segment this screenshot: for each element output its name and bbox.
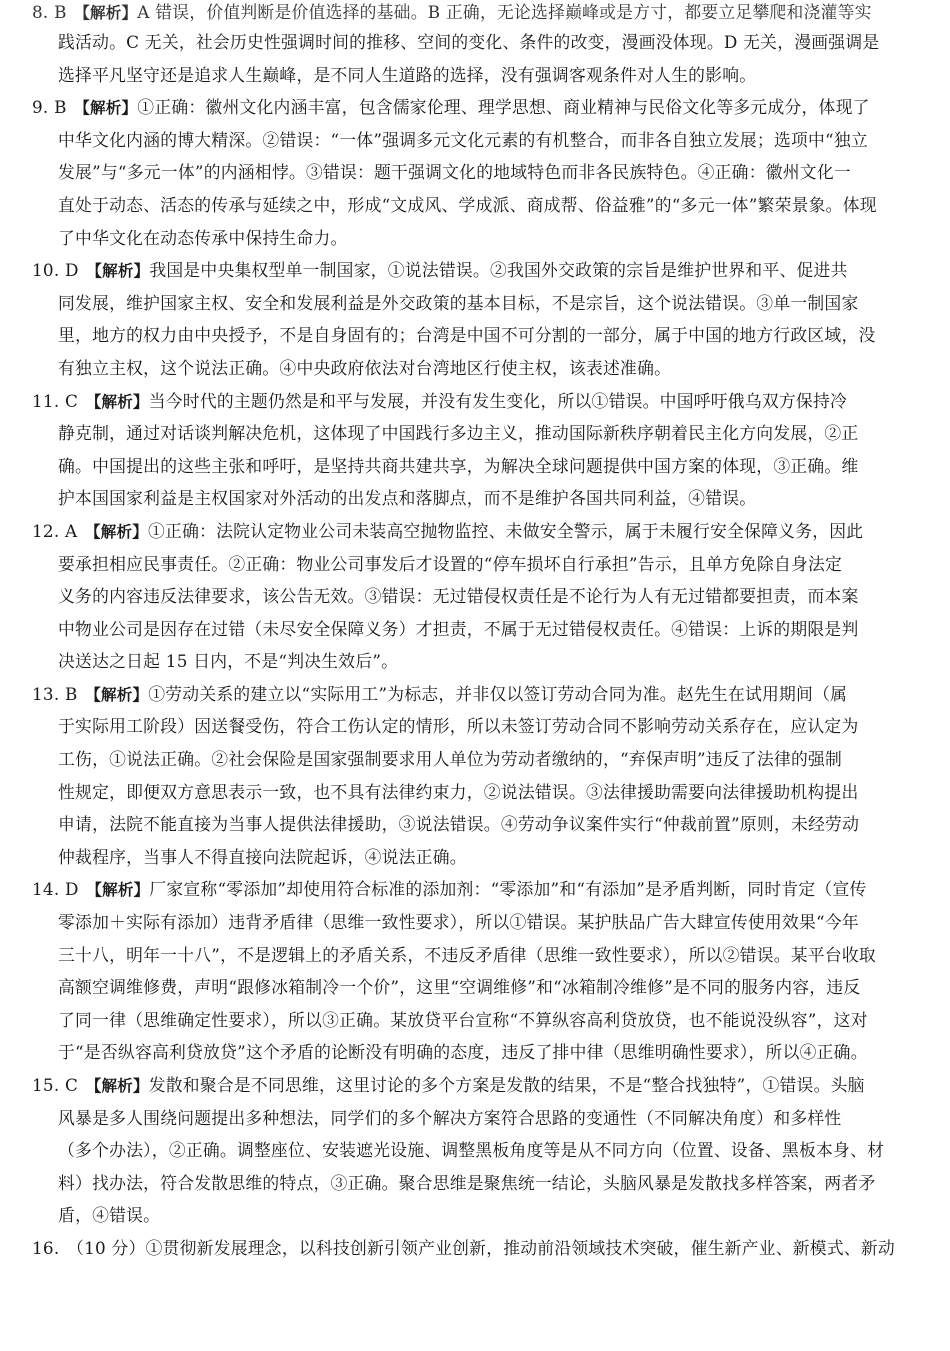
- analysis-tag: 【解析】: [86, 881, 150, 900]
- question-number: 10. D: [32, 260, 85, 281]
- line-text: 同发展，维护国家主权、安全和发展利益是外交政策的基本目标，不是宗旨，这个说法错误。③单一制国家: [58, 292, 859, 313]
- question-number: 11. C: [32, 390, 84, 411]
- text-line: [32, 1134, 912, 1167]
- text-line: [32, 939, 912, 972]
- text-line: [32, 971, 912, 1004]
- text-line: [32, 59, 912, 92]
- question-number: 16.: [32, 1237, 66, 1258]
- line-text: 里，地方的权力由中央授予，不是自身固有的；台湾是中国不可分割的一部分，属于中国的地方行政区域，没: [58, 325, 876, 346]
- line-text: ①劳动关系的建立以“实际用工”为标志，并非仅以签订劳动合同为准。赵先生在试用期间（属: [148, 683, 848, 704]
- line-text: 料）找办法，符合发散思维的特点，③正确。聚合思维是聚焦统一结论，头脑风暴是发散找多样答案，两者矛: [58, 1172, 876, 1193]
- answer-explanations: [32, 0, 912, 1265]
- text-line: [32, 189, 912, 222]
- question-number: 13. B: [32, 683, 84, 704]
- question-line: [32, 91, 912, 124]
- text-line: [32, 26, 912, 59]
- line-text: 盾，④错误。: [58, 1205, 161, 1226]
- line-text: 确。中国提出的这些主张和呼吁，是坚持共商共建共享，为解决全球问题提供中国方案的体现，③正确。维: [58, 455, 859, 476]
- text-line: [32, 222, 912, 255]
- line-text: 决送达之日起 15 日内，不是“判决生效后”。: [58, 651, 399, 672]
- line-text: 高额空调维修费，声明“跟修冰箱制冷一个价”，这里“空调维修”和“冰箱制冷维修”是不同的服务内容，违反: [58, 977, 861, 998]
- text-line: [32, 352, 912, 385]
- text-line: [32, 417, 912, 450]
- question-line: [32, 678, 912, 711]
- text-line: [32, 841, 912, 874]
- line-text: ①正确：法院认定物业公司未装高空抛物监控、未做安全警示，属于未履行安全保障义务，因此: [148, 520, 864, 541]
- line-text: 选择平凡坚守还是追求人生巅峰，是不同人生道路的选择，没有强调客观条件对人生的影响。: [58, 64, 757, 85]
- text-line: [32, 1036, 912, 1069]
- text-line: [32, 906, 912, 939]
- text-line: [32, 710, 912, 743]
- line-text: 发散和聚合是不同思维，这里讨论的多个方案是发散的结果，不是“整合找独特”，①错误。头脑: [148, 1075, 865, 1095]
- text-line: [32, 450, 912, 483]
- line-text: 有独立主权，这个说法正确。④中央政府依法对台湾地区行使主权，该表述准确。: [58, 357, 672, 378]
- analysis-tag: 【解析】: [86, 262, 150, 281]
- line-text: 发展”与“多元一体”的内涵相悖。③错误：题干强调文化的地域特色而非各民族特色。④正确：徽州文化一: [58, 162, 851, 183]
- line-text: 三十八，明年一十八”，不是逻辑上的矛盾关系，不违反矛盾律（思维一致性要求），所以②错误。某平台收取: [58, 944, 876, 965]
- analysis-tag: 【解析】: [85, 685, 149, 704]
- question-line: [32, 385, 912, 418]
- question-number: 14. D: [32, 879, 85, 900]
- line-text: 直处于动态、活态的传承与延续之中，形成“文成风、学成派、商成帮、俗益雅”的“多元一体”繁荣景象。体现: [58, 194, 877, 215]
- line-text: 工伤，①说法正确。②社会保险是国家强制要求用人单位为劳动者缴纳的，“弃保声明”违反了法律的强制: [58, 749, 843, 770]
- question-line: [32, 873, 912, 906]
- line-text: 性规定，即便双方意思表示一致，也不具有法律约束力，②说法错误。③法律援助需要向法律援助机构提出: [58, 781, 859, 802]
- line-text: （多个办法），②正确。调整座位、安装遮光设施、调整黑板角度等是从不同方向（位置、设备、黑板本身、材: [58, 1140, 885, 1161]
- question-line: [32, 1069, 912, 1102]
- line-text: 践活动。C 无关，社会历史性强调时间的推移、空间的变化、条件的改变，漫画没体现。D 无关，漫画强调是: [58, 32, 880, 52]
- text-line: [32, 743, 912, 776]
- text-line: [32, 1102, 912, 1135]
- analysis-tag: 【解析】: [74, 99, 138, 118]
- line-text: 中物业公司是因存在过错（未尽安全保障义务）才担责，不属于无过错侵权责任。④错误：上诉的期限是判: [58, 618, 859, 639]
- line-text: 静克制，通过对话谈判解决危机，这体现了中国践行多边主义，推动国际新秩序朝着民主化方向发展，②正: [58, 423, 859, 444]
- line-text: 了同一律（思维确定性要求），所以③正确。某放贷平台宣称“不算纵容高利贷放贷，也不能说没纵容”，这对: [58, 1009, 868, 1030]
- question-number: 12. A: [32, 520, 83, 541]
- question-line: [32, 515, 912, 548]
- line-text: 当今时代的主题仍然是和平与发展，并没有发生变化，所以①错误。中国呼吁俄乌双方保持冷: [148, 390, 848, 411]
- text-line: [32, 156, 912, 189]
- text-line: [32, 124, 912, 157]
- line-text: 我国是中央集权型单一制国家，①说法错误。②我国外交政策的宗旨是维护世界和平、促进共: [149, 260, 848, 281]
- line-text: ①正确：徽州文化内涵丰富，包含儒家伦理、理学思想、商业精神与民俗文化等多元成分，体现了: [137, 97, 870, 118]
- question-line: [32, 0, 912, 26]
- line-text: 于实际用工阶段）因送餐受伤，符合工伤认定的情形，所以未签订劳动合同不影响劳动关系存在，应认定为: [58, 716, 859, 737]
- analysis-tag: 【解析】: [74, 4, 138, 22]
- analysis-tag: 【解析】: [85, 1077, 149, 1095]
- line-text: 了中华文化在动态传承中保持生命力。: [58, 227, 348, 248]
- question-number: 15. C: [32, 1075, 84, 1095]
- line-text: 义务的内容违反法律要求，该公告无效。③错误：无过错侵权责任是不论行为人有无过错都要担责，而本案: [58, 586, 859, 607]
- line-text: 厂家宣称“零添加”却使用符合标准的添加剂：“零添加”和“有添加”是矛盾判断，同时肯定（宣传: [149, 879, 867, 900]
- text-line: [32, 1199, 912, 1232]
- text-line: [32, 319, 912, 352]
- text-line: [32, 1167, 912, 1200]
- analysis-tag: 【解析】: [84, 522, 148, 541]
- analysis-tag: 【解析】: [85, 392, 149, 411]
- line-text: （10 分）①贯彻新发展理念，以科技创新引领产业创新，推动前沿领域技术突破，催生新产业、新模式、新动: [67, 1237, 895, 1258]
- text-line: [32, 1004, 912, 1037]
- text-line: [32, 548, 912, 581]
- text-line: [32, 613, 912, 646]
- line-text: A 错误，价值判断是价值选择的基础。B 正确，无论选择巅峰或是方寸，都要立足攀爬和浇灌等实: [137, 2, 872, 22]
- question-number: 9. B: [32, 97, 73, 118]
- text-line: [32, 287, 912, 320]
- line-text: 零添加＋实际有添加）违背矛盾律（思维一致性要求），所以①错误。某护肤品广告大肆宣传使用效果“今年: [58, 912, 859, 933]
- line-text: 于“是否纵容高利贷放贷”这个矛盾的论断没有明确的态度，违反了排中律（思维明确性要求），所以④正确。: [58, 1042, 868, 1063]
- line-text: 申请，法院不能直接为当事人提供法律援助，③说法错误。④劳动争议案件实行“仲裁前置”原则，未经劳动: [58, 814, 860, 835]
- line-text: 仲裁程序，当事人不得直接向法院起诉，④说法正确。: [58, 846, 467, 867]
- question-line: [32, 254, 912, 287]
- text-line: [32, 580, 912, 613]
- line-text: 护本国国家利益是主权国家对外活动的出发点和落脚点，而不是维护各国共同利益，④错误。: [58, 488, 757, 509]
- line-text: 要承担相应民事责任。②正确：物业公司事发后才设置的“停车损坏自行承担”告示，且单方免除自身法定: [58, 553, 843, 574]
- line-text: 风暴是多人围绕问题提出多种想法，同学们的多个解决方案符合思路的变通性（不同解决角度）和多样性: [58, 1107, 842, 1128]
- question-number: 8. B: [32, 2, 73, 22]
- question-line: [32, 1232, 912, 1265]
- text-line: [32, 808, 912, 841]
- text-line: [32, 645, 912, 678]
- text-line: [32, 776, 912, 809]
- line-text: 中华文化内涵的博大精深。②错误：“一体”强调多元文化元素的有机整合，而非各自独立发展；选项中“独立: [58, 129, 868, 150]
- text-line: [32, 482, 912, 515]
